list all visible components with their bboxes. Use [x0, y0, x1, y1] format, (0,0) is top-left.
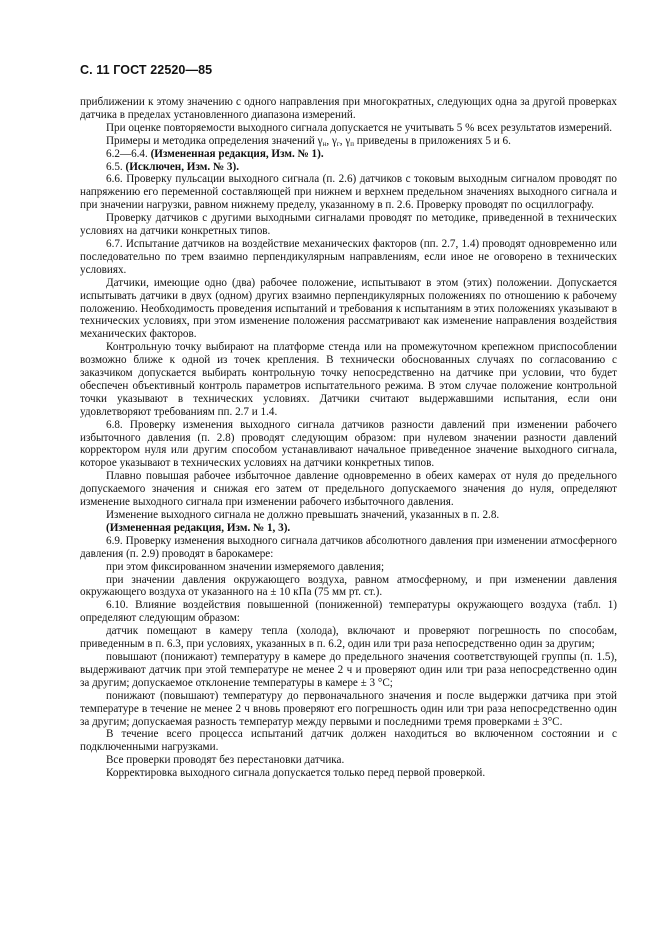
- paragraph: При оценке повторяемости выходного сигнала допускается не учитывать 5 % всех результатов измерений.: [106, 121, 613, 134]
- paragraph: 6.8. Проверку изменения выходного сигнала датчиков разности давлений при изменении рабочего избыточного давления (п. 2.8) проводят следующим образом: при нулевом значении разности давлений корректором нуля или другим способом устанавливают начальное приведенное значение выходного сигнала, которое указывают в технических условиях на датчики конкретных типов.: [80, 418, 617, 470]
- amendment-note: (Исключен, Изм. № 3).: [125, 160, 239, 173]
- gamma-symbol: γ: [317, 134, 323, 147]
- paragraph: Проверку датчиков с другими выходными сигналами проводят по методике, приведенной в технических условиях на датчики конкретных типов.: [80, 212, 617, 238]
- document-body: [80, 96, 617, 780]
- paragraph: 6.10. Влияние воздействия повышенной (пониженной) температуры окружающего воздуха (табл. 1) определяют следующим образом:: [80, 599, 617, 625]
- text: ,: [326, 134, 332, 147]
- paragraph-amendment: [80, 148, 617, 161]
- text: приведены в приложениях 5 и 6.: [354, 134, 511, 147]
- paragraph: датчик помещают в камеру тепла (холода), включают и проверяют погрешность по способам, приведенным в п. 6.3, при условиях, указанных в п. 6.2, один или три раза непосредственно один за другим;: [80, 625, 617, 651]
- clause-number: 6.5.: [106, 160, 126, 173]
- gamma-symbol: γ: [331, 134, 337, 147]
- paragraph: при значении давления окружающего воздуха, равном атмосферному, и при изменении давления окружающего воздуха от указанного на ± 10 кПа (75 мм рт. ст.).: [80, 573, 617, 599]
- paragraph: 6.6. Проверку пульсации выходного сигнала (п. 2.6) датчиков с токовым выходным сигналом проводят по напряжению его переменной составляющей при нижнем и верхнем предельном значениях выходного сигнала и при значении нагрузки, равном нижнему пределу, указанному в п. 2.6. Проверку проводят по осциллографу.: [80, 173, 617, 212]
- paragraph: 6.9. Проверку изменения выходного сигнала датчиков абсолютного давления при изменении атмосферного давления (п. 2.9) проводят в барокамере:: [80, 534, 617, 560]
- paragraph: Все проверки проводят без перестановки датчика.: [106, 754, 345, 767]
- amendment-note: (Измененная редакция, Изм. № 1).: [150, 147, 324, 160]
- paragraph: Плавно повышая рабочее избыточное давление одновременно в обеих камерах от нуля до предельного допускаемого значения и снижая его затем от предельного допускаемого значения до нуля, определяют изменение выходного сигнала при изменении рабочего избыточного давления.: [80, 470, 617, 509]
- paragraph: Датчики, имеющие одно (два) рабочее положение, испытывают в этом (этих) положении. Допускается испытывать датчики в двух (одном) других взаимно перпендикулярных положениях по отношению к рабочему положению. Необходимость проведения испытаний и требования к испытаниям в этих положениях указывают в технических условиях, при этом изменение положения рассматривают как изменение направления воздействия механических факторов.: [80, 276, 617, 341]
- paragraph: приближении к этому значению с одного направления при многократных, следующих одна за другой проверках датчика в пределах установленного диапазона измерений.: [80, 96, 617, 121]
- paragraph: Контрольную точку выбирают на платформе стенда или на промежуточном крепежном приспособлении возможно ближе к одной из точек крепления. В технически обоснованных случаях по согласованию с заказчиком допускается выбирать контрольную точку непосредственно на датчике при условии, что будет обеспечен объективный контроль параметров испытательного режима. В этом случае положение контрольной точки указывают в технических условиях. Датчики считают выдержавшими испытания, если они удовлетворяют требованиям пп. 2.7 и 1.4.: [80, 341, 617, 418]
- paragraph: Корректировка выходного сигнала допускается только перед первой проверкой.: [106, 767, 486, 780]
- paragraph: понижают (повышают) температуру до первоначального значения и после выдержки датчика при этой температуре в течение не менее 2 ч вновь проверяют его погрешность один или три раза непосредственно один за другим; допускаемая разность температур между первыми и последними тремя проверками ± 3°С.: [80, 689, 617, 728]
- paragraph-amendment: [80, 522, 617, 535]
- paragraph: 6.7. Испытание датчиков на воздействие механических факторов (пп. 2.7, 1.4) проводят одновременно или последовательно по трем взаимно перпендикулярным направлениям, если иное не оговорено в технических условиях.: [80, 237, 617, 276]
- clause-number: 6.2—6.4.: [106, 147, 151, 160]
- subscript: г: [336, 139, 340, 148]
- paragraph: В течение всего процесса испытаний датчик должен находиться во включенном состоянии и с подключенными нагрузками.: [80, 728, 617, 754]
- paragraph: Изменение выходного сигнала не должно превышать значений, указанных в п. 2.8.: [106, 509, 500, 521]
- subscript: н: [322, 139, 327, 148]
- text: Примеры и методика определения значений: [106, 134, 318, 147]
- paragraph-amendment: [80, 161, 617, 174]
- text: ,: [339, 134, 346, 147]
- amendment-note: (Измененная редакция, Изм. № 1, 3).: [106, 521, 291, 534]
- paragraph: при этом фиксированном значении измеряемого давления;: [106, 560, 385, 573]
- paragraph-examples: [80, 135, 617, 148]
- paragraph: повышают (понижают) температуру в камере до предельного значения соответствующей группы (п. 1.5), выдерживают датчик при этой температуре не менее 2 ч и проверяют один или три раза непосредственно один за другим; допускаемое отклонение температуры в камере ± 3 °С;: [80, 650, 617, 689]
- page-header: С. 11 ГОСТ 22520—85: [80, 63, 213, 77]
- subscript: п: [350, 139, 355, 148]
- gamma-symbol: γ: [345, 134, 351, 147]
